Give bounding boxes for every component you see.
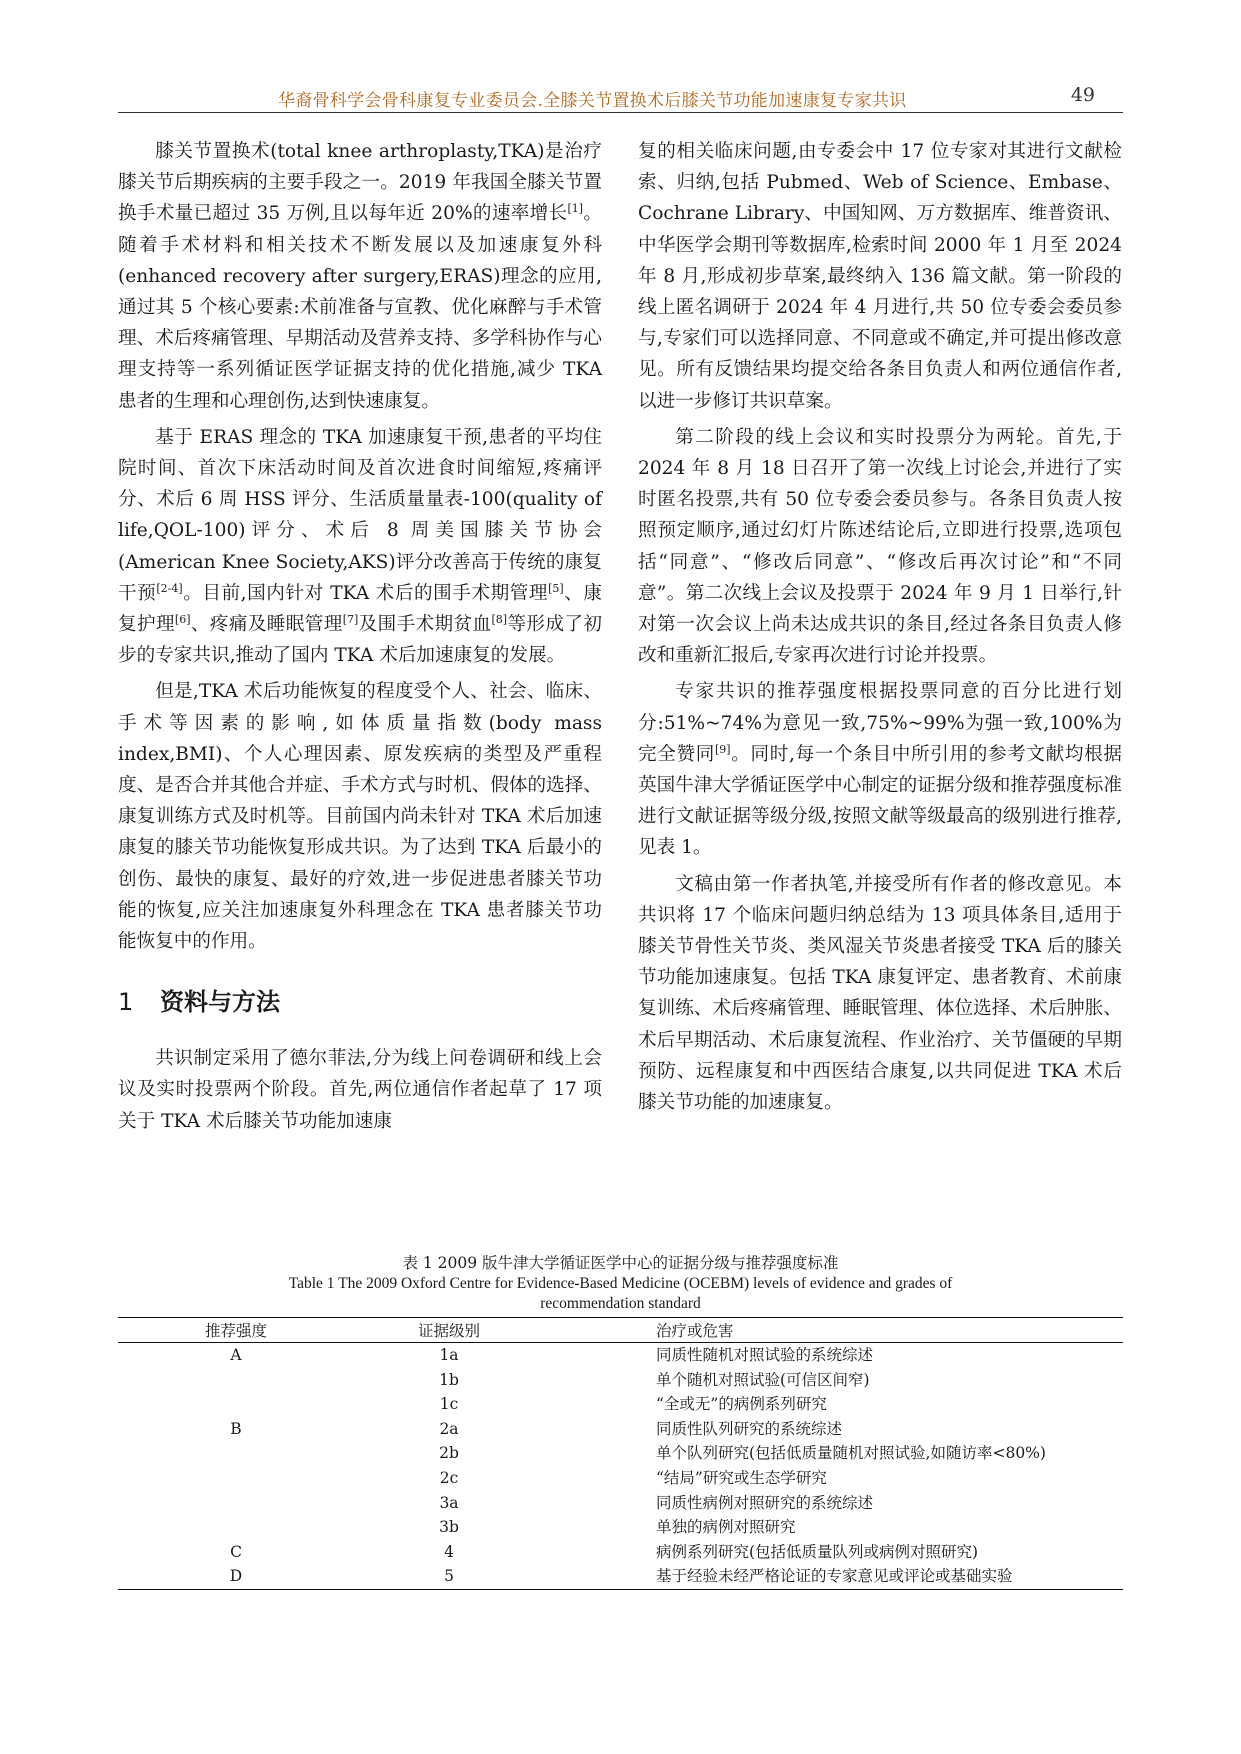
- therapy-cell: “结局”研究或生态学研究: [656, 1468, 827, 1487]
- intro-paragraph-2: 基于 ERAS 理念的 TKA 加速康复干预,患者的平均住院时间、首次下床活动时间及首次进食时间缩短,疼痛评分、术后 6 周 HSS 评分、生活质量量表-100(quality of life,QOL-100)评分、术后 8 周美国膝关节协会(American Knee Society,AKS)评分改善高于传统的康复干预[2-4]。目前,国内针对 TKA 术后的围手术期管理[5]、康复护理[6]、疼痛及睡眠管理[7]及围手术期贫血[8]等形成了初步的专家共识,推动了国内 TKA 术后加速康复的发展。: [118, 426, 602, 667]
- grade-cell: [118, 1515, 354, 1540]
- level-cell: 1b: [439, 1370, 459, 1389]
- table-row: [118, 1540, 1123, 1565]
- citation-ref[interactable]: [8]: [491, 612, 508, 626]
- table-caption-en: Table 1 The 2009 Oxford Centre for Evidence-Based Medicine (OCEBM) levels of evidence and grades of recommendation standard: [288, 1275, 953, 1312]
- citation-ref[interactable]: [1]: [567, 202, 584, 216]
- table-row: [118, 1491, 1123, 1516]
- left-column: [118, 136, 602, 1137]
- evidence-level-table: [118, 1317, 1123, 1590]
- table-row: [118, 1392, 1123, 1417]
- level-cell: 1c: [439, 1395, 459, 1414]
- level-cell: 5: [444, 1567, 454, 1586]
- col-header-therapy: 治疗或危害: [656, 1322, 734, 1340]
- level-cell: 4: [444, 1542, 454, 1561]
- citation-ref[interactable]: [7]: [342, 612, 359, 626]
- level-cell: 2b: [439, 1444, 459, 1463]
- running-header-title: 华裔骨科学会骨科康复专业委员会.全膝关节置换术后膝关节功能加速康复专家共识: [278, 91, 907, 111]
- table-row: [118, 1441, 1123, 1466]
- therapy-cell: 同质性随机对照试验的系统综述: [656, 1346, 874, 1364]
- table-row: [118, 1417, 1123, 1442]
- therapy-cell: 单独的病例对照研究: [656, 1518, 796, 1537]
- therapy-cell: 同质性队列研究的系统综述: [656, 1419, 843, 1438]
- level-cell: 1a: [439, 1346, 459, 1364]
- grade-cell: B: [230, 1419, 242, 1438]
- grade-cell: [118, 1441, 354, 1466]
- table-1: [118, 1252, 1123, 1590]
- level-cell: 2a: [439, 1419, 459, 1438]
- methods-paragraph-1: 共识制定采用了德尔菲法,分为线上问卷调研和线上会议及实时投票两个阶段。首先,两位通信作者起草了 17 项关于 TKA 术后膝关节功能加速康: [118, 1048, 602, 1132]
- therapy-cell: 单个队列研究(包括低质量随机对照试验,如随访率<80%): [656, 1444, 1046, 1463]
- citation-ref[interactable]: [2-4]: [156, 581, 183, 595]
- therapy-cell: 基于经验未经严格论证的专家意见或评论或基础实验: [656, 1567, 1013, 1586]
- methods-paragraph-4: 文稿由第一作者执笔,并接受所有作者的修改意见。本共识将 17 个临床问题归纳总结为 13 项具体条目,适用于膝关节骨性关节炎、类风湿关节炎患者接受 TKA 后的膝关节功能加速康复。包括 TKA 康复评定、患者教育、术前康复训练、术后疼痛管理、睡眠管理、体位选择、术后肿胀、术后早期活动、术后康复流程、作业治疗、关节僵硬的早期预防、远程康复和中西医结合康复,以共同促进 TKA 术后膝关节功能的加速康复。: [638, 873, 1122, 1114]
- therapy-cell: “全或无”的病例系列研究: [656, 1395, 827, 1414]
- section-title: 资料与方法: [160, 988, 280, 1017]
- table-row: [118, 1343, 1123, 1368]
- grade-cell: D: [229, 1567, 243, 1586]
- section-heading: [118, 985, 602, 1019]
- therapy-cell: 病例系列研究(包括低质量队列或病例对照研究): [656, 1542, 979, 1561]
- level-cell: 3b: [439, 1518, 459, 1537]
- citation-ref[interactable]: [6]: [174, 612, 191, 626]
- col-header-level: 证据级别: [417, 1322, 480, 1340]
- section-number: 1: [118, 988, 134, 1017]
- table-caption-zh: 表 1 2009 版牛津大学循证医学中心的证据分级与推荐强度标准: [402, 1254, 839, 1272]
- right-column: [638, 136, 1122, 1118]
- table-header-row: [118, 1318, 1123, 1343]
- intro-paragraph-3: 但是,TKA 术后功能恢复的程度受个人、社会、临床、手术等因素的影响,如体质量指数(body mass index,BMI)、个人心理因素、原发疾病的类型及严重程度、是否合并其他合并症、手术方式与时机、假体的选择、康复训练方式及时机等。目前国内尚未针对 TKA 术后加速康复的膝关节功能恢复形成共识。为了达到 TKA 后最小的创伤、最快的康复、最好的疗效,进一步促进患者膝关节功能的恢复,应关注加速康复外科理念在 TKA 患者膝关节功能恢复中的作用。: [118, 681, 602, 953]
- therapy-cell: 单个随机对照试验(可信区间窄): [656, 1370, 870, 1389]
- grade-cell: [118, 1466, 354, 1491]
- level-cell: 3a: [439, 1493, 459, 1512]
- methods-paragraph-1-continued: 复的相关临床问题,由专委会中 17 位专家对其进行文献检索、归纳,包括 Pubmed、Web of Science、Embase、Cochrane Library、中国知网、万方数据库、维普资讯、中华医学会期刊等数据库,检索时间 2000 年 1 月至 2024 年 8 月,形成初步草案,最终纳入 136 篇文献。第一阶段的线上匿名调研于 2024 年 4 月进行,共 50 位专委会委员参与,专家们可以选择同意、不同意或不确定,并可提出修改意见。所有反馈结果均提交给各条目负责人和两位通信作者,以进一步修订共识草案。: [638, 141, 1122, 412]
- citation-ref[interactable]: [9]: [714, 742, 731, 756]
- table-row: [118, 1515, 1123, 1540]
- running-header: [118, 78, 1123, 113]
- page-number: 49: [1070, 84, 1095, 106]
- col-header-grade: 推荐强度: [204, 1322, 267, 1340]
- grade-cell: C: [230, 1542, 242, 1561]
- therapy-cell: 同质性病例对照研究的系统综述: [656, 1493, 874, 1512]
- citation-ref[interactable]: [5]: [548, 581, 564, 595]
- table-row: [118, 1564, 1123, 1589]
- methods-paragraph-2: 第二阶段的线上会议和实时投票分为两轮。首先,于 2024 年 8 月 18 日召开了第一次线上讨论会,并进行了实时匿名投票,共有 50 位专委会委员参与。各条目负责人按照预定顺序,通过幻灯片陈述结论后,立即进行投票,选项包括“同意”、“修改后同意”、“修改后再次讨论”和“不同意”。第二次线上会议及投票于 2024 年 9 月 1 日举行,针对第一次会议上尚未达成共识的条目,经过各条目负责人修改和重新汇报后,专家再次进行讨论并投票。: [638, 426, 1122, 667]
- grade-cell: [118, 1491, 354, 1516]
- grade-cell: [118, 1392, 354, 1417]
- methods-paragraph-3: 专家共识的推荐强度根据投票同意的百分比进行划分:51%~74%为意见一致,75%~99%为强一致,100%为完全赞同[9]。同时,每一个条目中所引用的参考文献均根据英国牛津大学循证医学中心制定的证据分级和推荐强度标准进行文献证据等级分级,按照文献等级最高的级别进行推荐,见表 1。: [638, 681, 1122, 859]
- intro-paragraph-1: 膝关节置换术(total knee arthroplasty,TKA)是治疗膝关节后期疾病的主要手段之一。2019 年我国全膝关节置换手术量已超过 35 万例,且以每年近 20%的速率增长[1]。随着手术材料和相关技术不断发展以及加速康复外科(enhanced recovery after surgery,ERAS)理念的应用,通过其 5 个核心要素:术前准备与宣教、优化麻醉与手术管理、术后疼痛管理、早期活动及营养支持、多学科协作与心理支持等一系列循证医学证据支持的优化措施,减少 TKA 患者的生理和心理创伤,达到快速康复。: [118, 141, 602, 412]
- grade-cell: [118, 1368, 354, 1393]
- grade-cell: A: [230, 1346, 242, 1364]
- level-cell: 2c: [439, 1468, 459, 1487]
- table-row: [118, 1466, 1123, 1491]
- table-row: [118, 1368, 1123, 1393]
